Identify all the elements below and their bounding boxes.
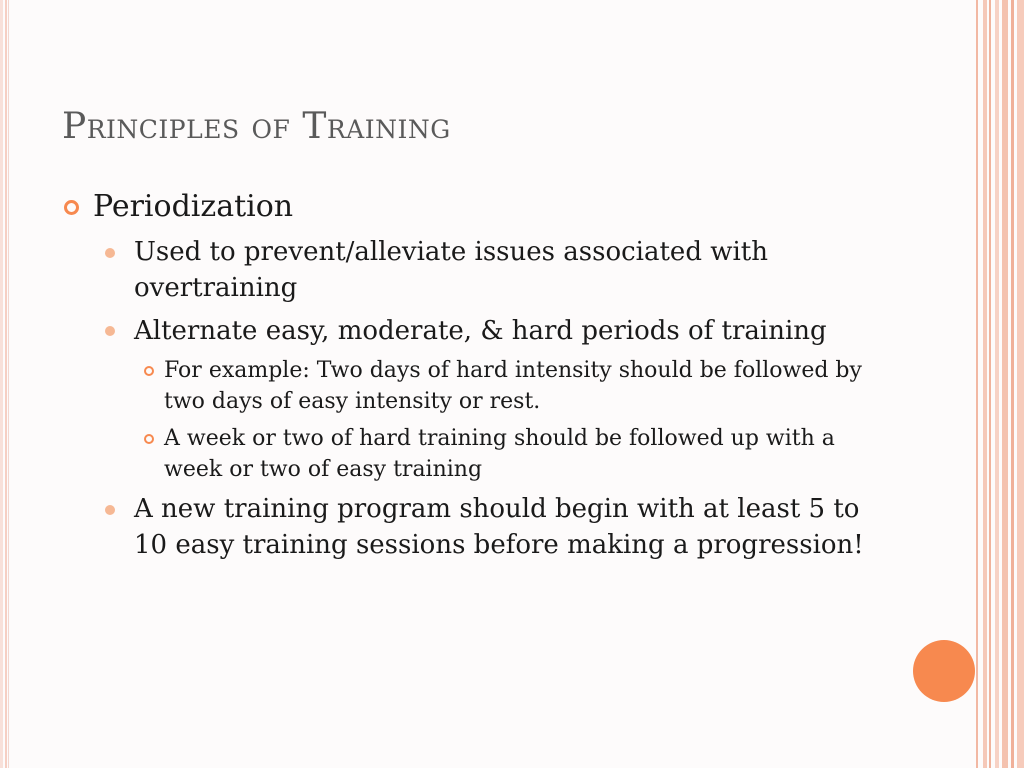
right-border-stripe: [1002, 0, 1008, 768]
right-border-stripe: [989, 0, 991, 768]
bullet-week-or-two: A week or two of hard training should be followed up with a week or two of easy training: [164, 426, 835, 482]
bullet-overtraining: Used to prevent/alleviate issues associated with overtraining: [134, 237, 768, 303]
right-border-stripe: [976, 0, 978, 768]
bullet-periodization: Periodization: [93, 189, 294, 224]
bullet-new-program: A new training program should begin with at least 5 to 10 easy training sessions before making a progression!: [134, 494, 864, 560]
ring-bullet-icon: [144, 434, 154, 444]
right-border-stripe: [995, 0, 999, 768]
left-border-stripe: [8, 0, 9, 768]
right-border-stripe: [1011, 0, 1014, 768]
dot-bullet-icon: [105, 326, 115, 336]
right-border-stripe: [1017, 0, 1024, 768]
left-border-stripe: [0, 0, 3, 768]
dot-bullet-icon: [105, 248, 115, 258]
slide-title: Principles of Training: [62, 106, 451, 147]
bullet-example: For example: Two days of hard intensity should be followed by two days of easy intensity or rest.: [164, 358, 862, 414]
left-border-stripe: [5, 0, 7, 768]
ring-bullet-icon: [64, 200, 79, 215]
bullet-alternate-periods: Alternate easy, moderate, & hard periods of training: [134, 316, 827, 346]
ring-bullet-icon: [144, 366, 154, 376]
right-border-stripe: [983, 0, 987, 768]
decorative-circle: [913, 640, 975, 702]
dot-bullet-icon: [105, 505, 115, 515]
